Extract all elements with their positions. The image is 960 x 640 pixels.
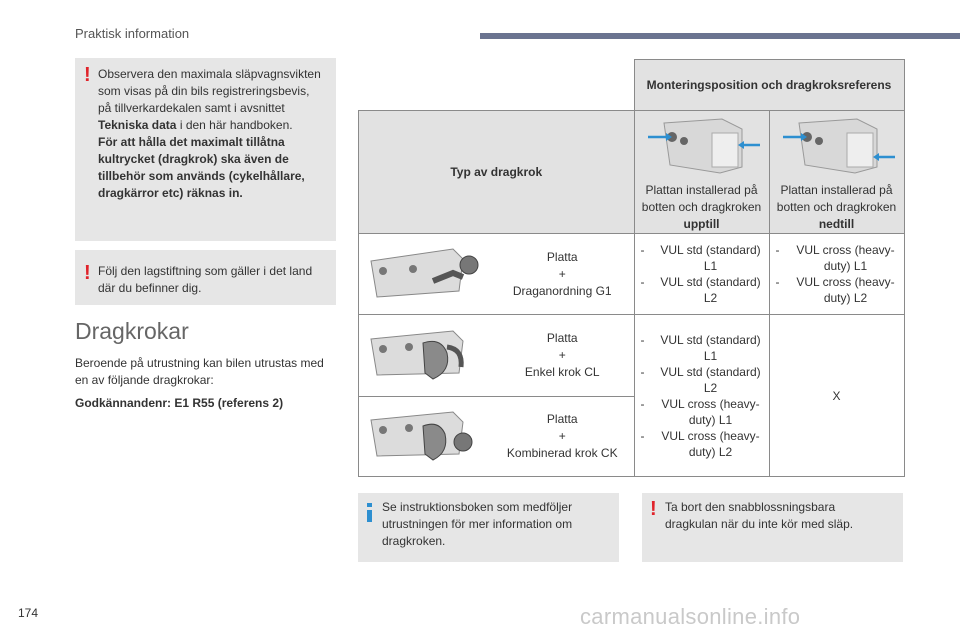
row-cell-lower-merged: X (769, 315, 904, 477)
approval-number: Godkännandenr: E1 R55 (referens 2) (75, 396, 284, 410)
warning-bold-line: dragkärror etc) räknas in. (98, 186, 243, 200)
row-type-name: Draganordning G1 (512, 283, 612, 298)
info-text (382, 499, 616, 550)
ref-text: VUL std (standard) (660, 332, 761, 347)
col-header-bold: nedtill (818, 217, 855, 231)
col-header-type: Typ av dragkrok (359, 111, 635, 234)
towbar-g1-image (363, 241, 491, 307)
row-cell-lower: - VUL cross (heavy- duty) L1 - VUL cross (heavy- duty) L2 (769, 234, 904, 315)
ref-text: duty) L1 (823, 259, 868, 273)
ref-text: L1 (703, 259, 718, 273)
warning-text-legislation (98, 263, 334, 297)
table-row (359, 315, 905, 397)
warning-line: dragkulan när du inte kör med släp. (665, 517, 854, 531)
table-row (359, 234, 905, 315)
ref-text: L1 (703, 348, 718, 363)
table-top-header: Monteringsposition och dragkroksreferens (634, 60, 904, 111)
towbar-table (358, 59, 905, 477)
ref-text: L2 (703, 291, 718, 305)
warning-line: Följ den lagstiftning som gäller i det land (98, 264, 313, 278)
warning-line (98, 117, 334, 134)
row-type-line: Platta (546, 249, 578, 264)
col-header-line: botten och dragkroken (776, 200, 897, 214)
ref-text: VUL cross (heavy- (796, 275, 895, 289)
intro-line: Beroende på utrustning kan bilen utrustas med (75, 356, 324, 370)
info-line: utrustningen för mer information om (382, 517, 573, 531)
warning-text-detachable-ball (665, 499, 899, 533)
row-cell-upper: - VUL std (standard) L1 - VUL std (standard) L2 (634, 234, 769, 315)
col-header-upper (634, 111, 769, 234)
page-number: 174 (18, 606, 39, 620)
ref-text: L2 (703, 380, 718, 395)
ref-text: VUL std (standard) (660, 243, 761, 257)
warning-bold-line: kultrycket (dragkrok) ska även de (98, 152, 289, 166)
row-cell-upper-merged: - VUL std (standard) L1 - VUL std (standard) L2 - VUL cross (heavy- duty) L1 - VUL cross (heavy- duty) L2 (634, 315, 769, 477)
warning-icon: ! (84, 262, 91, 284)
ref-text: duty) L1 (688, 412, 733, 427)
row-type-plus: + (558, 266, 566, 281)
intro-text (75, 355, 337, 389)
warning-bold-line: För att hålla det maximalt tillåtna (98, 135, 285, 149)
bold-ref: Tekniska data (98, 118, 177, 132)
col-header-line: Plattan installerad på (645, 183, 758, 197)
row-type-name: Enkel krok CL (524, 365, 600, 379)
col-header-line: botten och dragkroken (641, 200, 762, 214)
towbar-cl-image (363, 323, 491, 389)
row-type-plus: + (558, 348, 566, 362)
row-type-cell (359, 234, 635, 315)
row-type-cell (359, 315, 635, 397)
warning-line: på tillverkardekalen samt i avsnittet (98, 101, 285, 115)
ref-text: duty) L2 (823, 291, 868, 305)
warning-line: som visas på din bils registreringsbevis, (98, 84, 310, 98)
towbar-plate-lower-diagram (777, 115, 897, 177)
intro-line: en av följande dragkrokar: (75, 373, 214, 387)
page-heading: Dragkrokar (75, 318, 189, 344)
info-icon (367, 503, 372, 507)
warning-icon: ! (650, 498, 657, 520)
warning-line: Observera den maximala släpvagnsvikten (98, 67, 321, 81)
row-type-line: Platta (546, 331, 578, 345)
row-type-line: Platta (546, 412, 578, 426)
row-type-cell (359, 397, 635, 477)
ref-text: VUL std (standard) (660, 364, 761, 379)
info-line: Se instruktionsboken som medföljer (382, 500, 573, 514)
warning-line-rest: i den här handboken. (176, 118, 293, 132)
row-type-name: Kombinerad krok CK (506, 446, 618, 460)
towbar-plate-upper-diagram (642, 115, 762, 177)
watermark: carmanualsonline.info (580, 604, 801, 629)
warning-line: där du befinner dig. (98, 281, 202, 295)
warning-icon: ! (84, 64, 91, 86)
ref-text: VUL cross (heavy- (661, 428, 760, 443)
towbar-ck-image (363, 404, 491, 470)
info-icon-bar (367, 510, 372, 522)
warning-text-tow-weight (98, 66, 334, 202)
col-header-lower (769, 111, 904, 234)
ref-text: VUL std (standard) (660, 275, 761, 289)
row-type-plus: + (558, 429, 566, 443)
col-header-bold: upptill (683, 217, 720, 231)
ref-text: duty) L2 (688, 444, 733, 459)
warning-line: Ta bort den snabblossningsbara (665, 500, 836, 514)
section-title: Praktisk information (75, 26, 190, 41)
ref-text: VUL cross (heavy- (796, 243, 895, 257)
info-line: dragkroken. (382, 534, 446, 548)
header-bar (480, 33, 960, 39)
warning-bold-line: tillbehör som används (cykelhållare, (98, 169, 305, 183)
col-header-line: Plattan installerad på (780, 183, 893, 197)
ref-text: VUL cross (heavy- (661, 396, 760, 411)
